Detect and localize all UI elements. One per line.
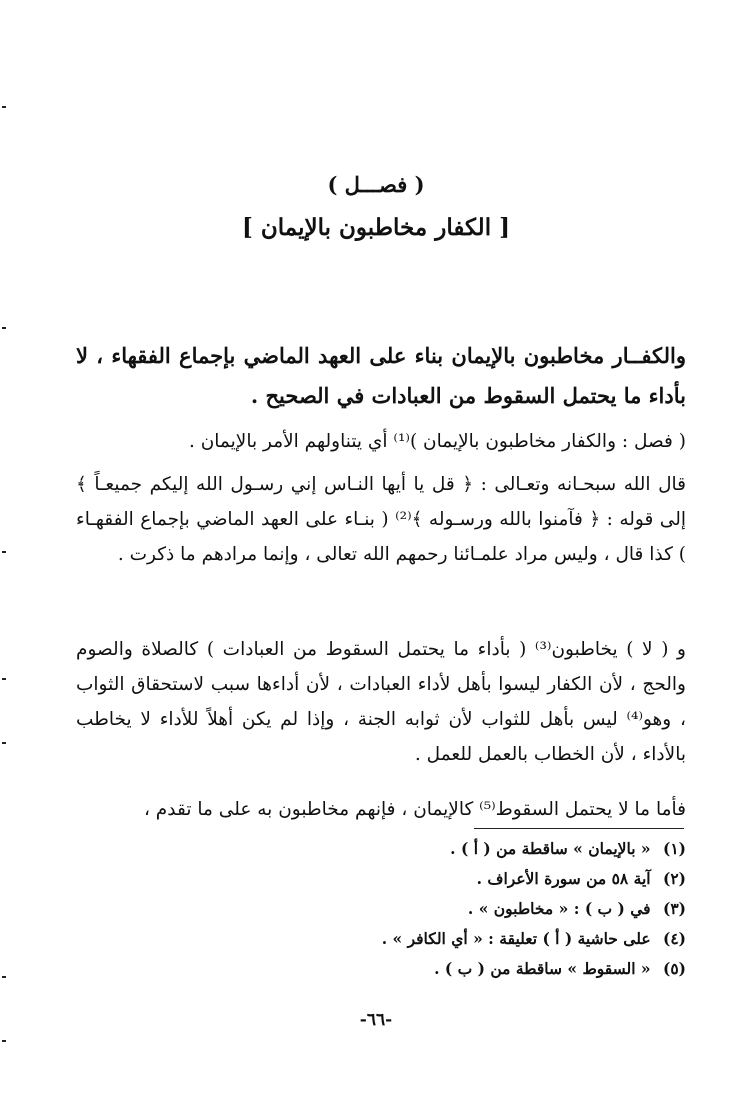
footnote-number: (٤) <box>662 929 686 948</box>
footnote-text: « السقوط » ساقطة من ( ب ) . <box>434 959 651 978</box>
footnote-item <box>76 894 686 924</box>
margin-tick <box>2 551 6 553</box>
footnote-text: في ( ب ) : « مخاطبون » . <box>467 899 651 918</box>
footnote-number: (١) <box>662 839 686 858</box>
chapter-label: ( فصـــل ) <box>327 172 425 197</box>
footnote-text: « بالإيمان » ساقطة من ( أ ) . <box>450 839 651 858</box>
footnote-item <box>76 954 686 984</box>
margin-tick <box>2 742 6 744</box>
page-number: -٦٦- <box>359 1010 393 1030</box>
chapter-title: [ الكفار مخاطبون بالإيمان ] <box>242 214 510 241</box>
footnote-divider <box>474 828 684 829</box>
footnote-item <box>76 864 686 894</box>
footnote-number: (٣) <box>662 899 686 918</box>
matn-text: والكفــار مخاطبون بالإيمان بناء على العهد الماضي بإجماع الفقهاء ، لا بأداء ما يحتمل السقوط من العبادات في الصحيح . <box>76 343 686 408</box>
margin-tick <box>2 976 6 978</box>
margin-tick <box>2 106 6 108</box>
commentary-paragraph-1: ( فصل : والكفار مخاطبون بالإيمان )⁽¹⁾ أي يتناولهم الأمر بالإيمان . <box>188 431 686 452</box>
footnote-text: على حاشية ( أ ) تعليقة : « أي الكافر » . <box>381 929 651 948</box>
commentary-paragraph-4: فأما ما لا يحتمل السقوط⁽⁵⁾ كالإيمان ، فإنهم مخاطبون به على ما تقدم ، <box>143 799 686 820</box>
footnote-text: آية ٥٨ من سورة الأعراف . <box>476 869 651 888</box>
footnote-number: (٥) <box>662 959 686 978</box>
footnotes <box>76 834 686 984</box>
footnote-item <box>76 924 686 954</box>
margin-tick <box>2 327 6 329</box>
commentary-paragraph-2: قال الله سبحـانه وتعـالى : ﴿ قل يا أيها النـاس إني رسـول الله إليكم جميعـاً ﴾ إلى قوله : ﴿ فآمنوا بالله ورسـوله ﴾⁽²⁾ ( بنـاء على العهد الماضي بإجماع الفقهـاء ) كذا قال ، وليس مراد علمـائنا رحمهم الله تعالى ، وإنما مرادهم ما ذكرت . <box>76 474 686 565</box>
commentary-paragraph-3: و ( لا ) يخاطبون⁽³⁾ ( بأداء ما يحتمل السقوط من العبادات ) كالصلاة والصوم والحج ، لأن الكفار ليسوا بأهل لأداء العبادات ، لأن أداءها سبب لاستحقاق الثواب ، وهو⁽⁴⁾ ليس بأهل للثواب لأن ثوابه الجنة ، وإذا لم يكن أهلاً للأداء لا يخاطب بالأداء ، لأن الخطاب بالعمل للعمل . <box>76 639 686 765</box>
footnote-item <box>76 834 686 864</box>
footnote-number: (٢) <box>662 869 686 888</box>
margin-tick <box>2 678 6 680</box>
margin-tick <box>2 1040 6 1042</box>
